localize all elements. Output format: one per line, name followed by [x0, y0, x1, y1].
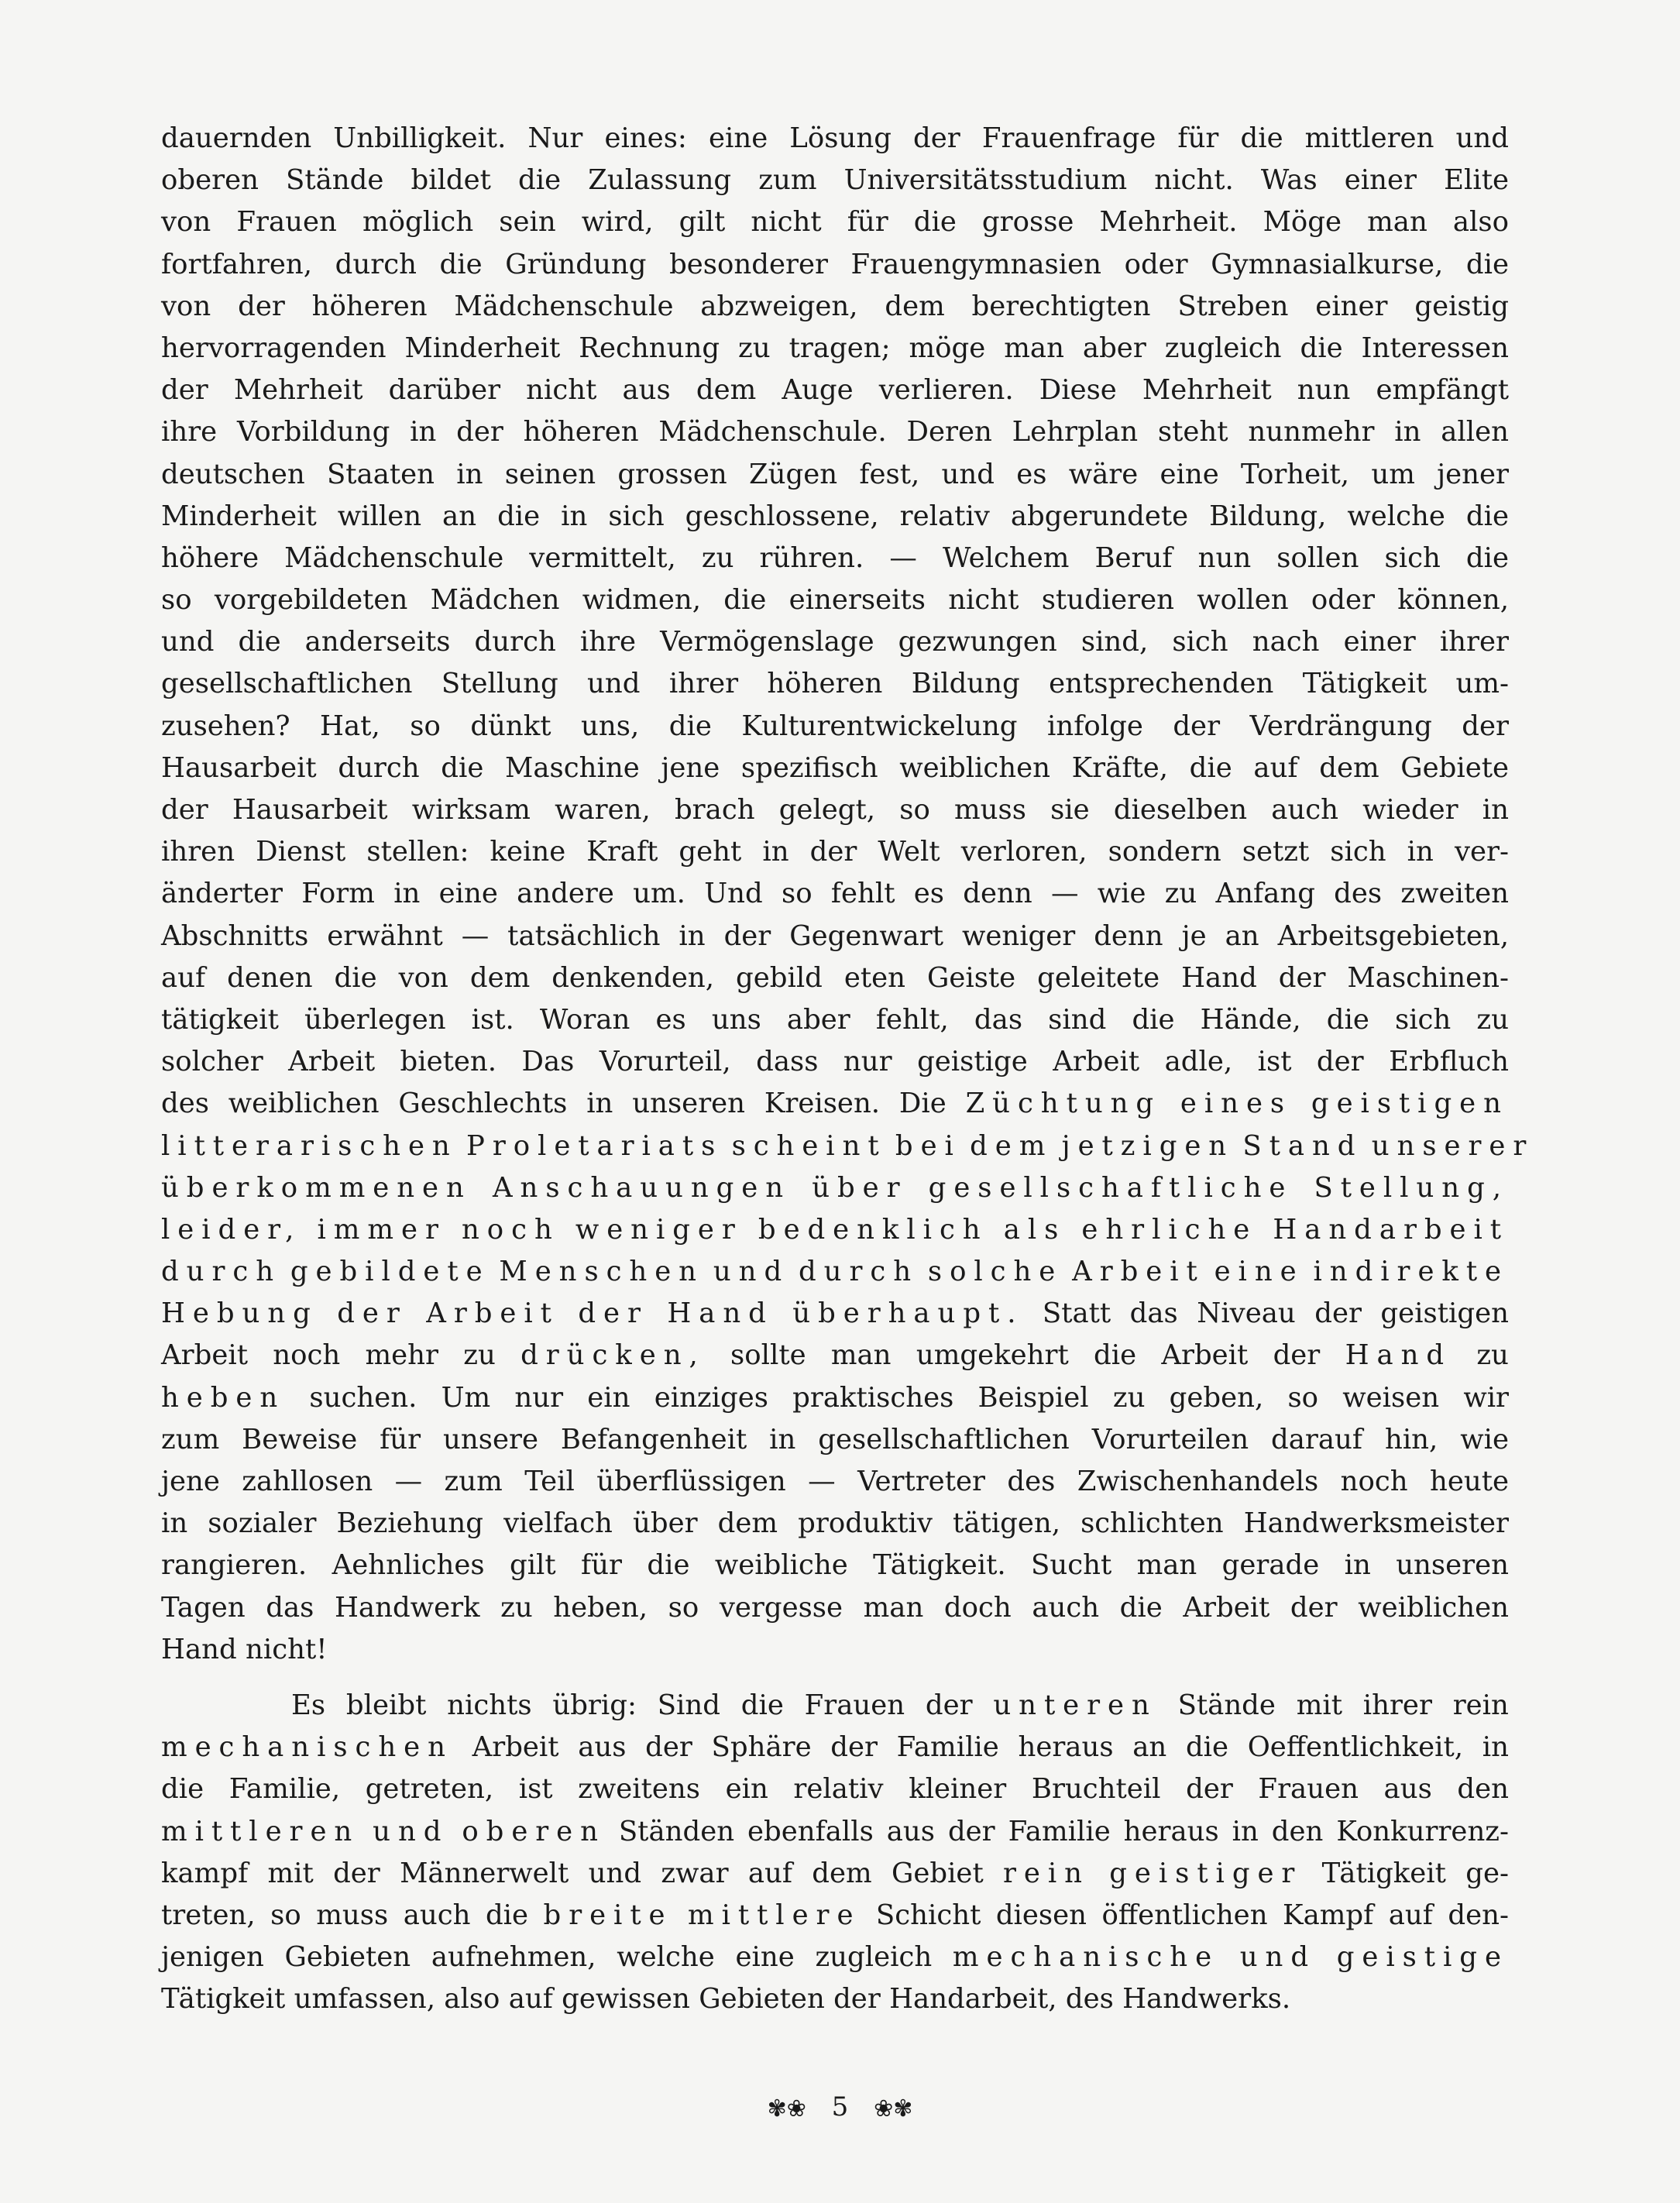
text-line: heben suchen. Um nur ein einziges praktisches Beispiel zu geben, so weisen wir	[161, 1381, 1510, 1414]
text-line: der Mehrheit darüber nicht aus dem Auge verlieren. Diese Mehrheit nun empfängt	[161, 374, 1509, 407]
page-number: 5	[831, 2091, 849, 2122]
text-line: zusehen? Hat, so dünkt uns, die Kulturentwickelung infolge der Verdrängung der	[161, 710, 1509, 742]
text-line: jene zahllosen — zum Teil überflüssigen — Vertreter des Zwischenhandels noch heute	[161, 1466, 1509, 1497]
text-line: mittleren und oberen Ständen ebenfalls aus der Familie heraus in den Konkurrenz-	[161, 1815, 1510, 1847]
text-line: gesellschaftlichen Stellung und ihrer höheren Bildung entsprechenden Tätigkeit um-	[161, 668, 1509, 700]
text-line: kampf mit der Männerwelt und zwar auf dem Gebiet rein geistiger Tätigkeit ge-	[161, 1857, 1509, 1889]
text-line: solcher Arbeit bieten. Das Vorurteil, dass nur geistige Arbeit adle, ist der Erbfluch	[161, 1046, 1509, 1078]
paragraph-1	[161, 118, 1534, 1671]
text-line: Arbeit noch mehr zu drücken, sollte man umgekehrt die Arbeit der Hand zu	[161, 1339, 1509, 1372]
text-line: des weiblichen Geschlechts in unseren Kreisen. Die Züchtung eines geistigen	[161, 1088, 1509, 1120]
text-line: Hand nicht!	[161, 1633, 328, 1665]
text-line: von der höheren Mädchenschule abzweigen, dem berechtigten Streben einer geistig	[161, 290, 1509, 322]
text-line: und die anderseits durch ihre Vermögenslage gezwungen sind, sich nach einer ihrer	[161, 626, 1509, 658]
text-line: zum Beweise für unsere Befangenheit in gesellschaftlichen Vorurteilen darauf hin, wie	[161, 1423, 1509, 1455]
ornament-left-icon: ✾❀	[767, 2095, 806, 2122]
text-line: deutschen Staaten in seinen grossen Zügen fest, und es wäre eine Torheit, um jener	[161, 458, 1509, 490]
paragraph-2	[161, 1685, 1509, 2021]
text-line: oberen Stände bildet die Zulassung zum Universitätsstudium nicht. Was einer Elite	[161, 164, 1509, 197]
text-line: ihre Vorbildung in der höheren Mädchenschule. Deren Lehrplan steht nunmehr in allen	[161, 416, 1509, 449]
text-line: Abschnitts erwähnt — tatsächlich in der Gegenwart weniger denn je an Arbeitsgebieten,	[161, 919, 1509, 952]
text-line: durch gebildete Menschen und durch solche Arbeit eine indirekte	[161, 1256, 1510, 1288]
text-line: fortfahren, durch die Gründung besonderer Frauengymnasien oder Gymnasialkurse, die	[161, 248, 1509, 280]
text-line: Hausarbeit durch die Maschine jene spezifisch weiblichen Kräfte, die auf dem Gebiete	[161, 751, 1509, 784]
text-line: der Hausarbeit wirksam waren, brach gelegt, so muss sie dieselben auch wieder in	[161, 794, 1509, 826]
ornament-right-icon: ❀✾	[874, 2095, 913, 2122]
text-line: Es bleibt nichts übrig: Sind die Frauen der unteren Stände mit ihrer rein	[291, 1689, 1509, 1721]
text-line: treten, so muss auch die breite mittlere Schicht diesen öffentlichen Kampf auf den-	[161, 1899, 1509, 1931]
text-line: leider, immer noch weniger bedenklich als ehrliche Handarbeit	[161, 1213, 1509, 1246]
text-line: Hebung der Arbeit der Hand überhaupt. Statt das Niveau der geistigen	[161, 1297, 1509, 1330]
text-line: in sozialer Beziehung vielfach über dem produktiv tätigen, schlichten Handwerksmeister	[161, 1507, 1509, 1540]
text-line: auf denen die von dem denkenden, gebild eten Geiste geleitete Hand der Maschinen-	[161, 961, 1509, 994]
text-line: mechanischen Arbeit aus der Sphäre der Familie heraus an die Oeffentlichkeit, in	[161, 1731, 1509, 1764]
text-line: ihren Dienst stellen: keine Kraft geht in der Welt verloren, sondern setzt sich in ver-	[161, 836, 1509, 868]
text-line: litterarischen Proletariats scheint bei dem jetzigen Stand unserer	[161, 1129, 1534, 1162]
text-line: die Familie, getreten, ist zweitens ein relativ kleiner Bruchteil der Frauen aus den	[161, 1773, 1509, 1806]
text-line: dauernden Unbilligkeit. Nur eines: eine Lösung der Frauenfrage für die mittleren und	[161, 122, 1509, 154]
text-line: jenigen Gebieten aufnehmen, welche eine zugleich mechanische und geistige	[161, 1941, 1509, 1974]
page-footer	[0, 2091, 1680, 2122]
text-line: überkommenen Anschauungen über gesellschaftliche Stellung,	[161, 1171, 1509, 1204]
text-line: tätigkeit überlegen ist. Woran es uns aber fehlt, das sind die Hände, die sich zu	[161, 1003, 1509, 1036]
text-line: änderter Form in eine andere um. Und so fehlt es denn — wie zu Anfang des zweiten	[161, 878, 1509, 910]
text-line: Minderheit willen an die in sich geschlossene, relativ abgerundete Bildung, welche die	[161, 500, 1509, 532]
text-line: hervorragenden Minderheit Rechnung zu tragen; möge man aber zugleich die Interessen	[161, 332, 1509, 364]
text-line: Tagen das Handwerk zu heben, so vergesse man doch auch die Arbeit der weiblichen	[161, 1591, 1509, 1624]
text-line: rangieren. Aehnliches gilt für die weibliche Tätigkeit. Sucht man gerade in unseren	[161, 1549, 1509, 1582]
text-line: von Frauen möglich sein wird, gilt nicht für die grosse Mehrheit. Möge man also	[161, 206, 1509, 239]
text-line: höhere Mädchenschule vermittelt, zu rühren. — Welchem Beruf nun sollen sich die	[161, 541, 1509, 574]
text-line: so vorgebildeten Mädchen widmen, die einerseits nicht studieren wollen oder können,	[161, 584, 1509, 617]
text-line: Tätigkeit umfassen, also auf gewissen Gebieten der Handarbeit, des Handwerks.	[161, 1983, 1291, 2016]
